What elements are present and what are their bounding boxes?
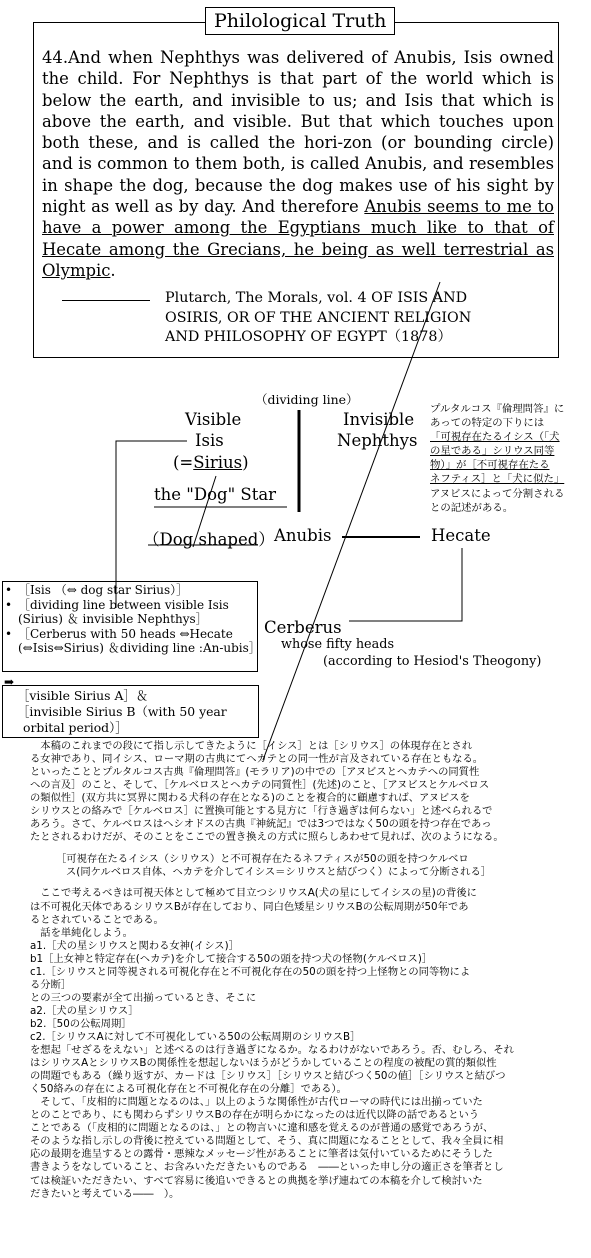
japanese-body-text bbox=[30, 740, 578, 1201]
nephthys-label: Nephthys bbox=[337, 431, 418, 450]
note-fragment: 物）」が［不可視存在たる bbox=[430, 459, 550, 472]
dog-shaped-label: （Dog shaped） bbox=[143, 530, 275, 549]
body-line: る分断］ bbox=[30, 978, 72, 991]
cerberus-label: Cerberus bbox=[264, 618, 342, 637]
body-line: はシリウスAとシリウスBの関係性を想起しないほうがどうかしていることの程度の被配の賞的類似性 bbox=[30, 1057, 497, 1070]
box-title: Philological Truth bbox=[205, 7, 395, 35]
note-line: ネフティス］と「犬に似た」 bbox=[430, 473, 565, 486]
sirius-line: ［visible Sirius A］＆ bbox=[17, 688, 149, 703]
note-line: との記述がある。 bbox=[430, 501, 514, 514]
note-line: 「可視存在たるイシス（「犬 bbox=[430, 431, 560, 444]
body-line: b1［上女神と特定存在(ヘカテ)を介して接合する50の頭を持つ犬の怪物(ケルベロス)］ bbox=[30, 952, 433, 965]
note-line bbox=[430, 458, 586, 472]
body-line: との三つの要素が全て出揃っているとき、そこに bbox=[30, 991, 257, 1004]
body-paragraph-2 bbox=[30, 853, 578, 879]
body-line: を想起「せざるをえない」と述べるのは行き過ぎになるか。なるわけがないであろう。否、むしろ、それ bbox=[30, 1044, 514, 1057]
sirius-line: ［invisible Sirius B（with 50 year bbox=[17, 703, 227, 719]
body-line: は不可視化天体であるシリウスBが存在しており、同白色矮星シリウスBの公転周期が50年であ bbox=[30, 900, 469, 913]
body-line: 応の最期を進呈するとの露骨・悪辣なメッセージ性があることに筆者は気付いているためにそうした bbox=[30, 1148, 493, 1161]
body-line: の類似性］(双方共に冥界に関わる犬科の存在となる)のことを複合的に顧慮すれば、アヌビスを bbox=[30, 792, 470, 805]
body-line: ことである（「皮相的に問題となるのは、」との物言いに違和感を覚えるのが普通の感覚であろうが、 bbox=[30, 1122, 494, 1135]
body-line: るとされていることである。 bbox=[30, 913, 164, 926]
bullet-item: • ［Isis （⇔ dog star Sirius）］ bbox=[18, 583, 255, 598]
body-line: ス(同ケルベロス自体、ヘカテを介してイシス＝シリウスと結びつく）によって分断される］ bbox=[66, 866, 492, 879]
citation-line: Plutarch, The Morals, vol. 4 OF ISIS AND bbox=[165, 290, 468, 306]
body-paragraph-3 bbox=[30, 887, 578, 1096]
anubis-label: Anubis bbox=[274, 526, 332, 545]
body-paragraph-1 bbox=[30, 740, 578, 844]
body-line: 本稿のこれまでの段にて指し示してきたように［イシス］とは［シリウス］の体現存在とされ bbox=[30, 740, 473, 752]
body-line: a2.［犬の星シリウス］ bbox=[30, 1004, 139, 1017]
body-line: あろう。さて、ケルベロスはヘシオドスの古典『神統記』では3つではなく50の頭を持つ存在であっ bbox=[30, 818, 492, 831]
note-line: アヌビスによって分割される bbox=[430, 487, 565, 500]
body-line: の問題でもある（繰り返すが、カードは［シリウス］［シリウスと結びつく50の値］［シリウスと結びつ bbox=[30, 1070, 506, 1083]
quote-text-end: . bbox=[110, 260, 116, 280]
dividing-line-label: （dividing line） bbox=[255, 392, 359, 407]
note-line: の星である」シリウス同等 bbox=[430, 445, 555, 458]
right-arrow-icon: ➡ bbox=[4, 675, 15, 689]
hecate-cerberus-connector bbox=[349, 548, 462, 621]
body-line: c2.［シリウスAに対して不可視化している50の公転周期のシリウスB］ bbox=[30, 1030, 361, 1043]
citation-line: OSIRIS, OR OF THE ANCIENT RELIGION bbox=[165, 309, 472, 326]
quote-text-underlined: Anubis seems to me to have a power among the Egyptians much like to that of Hecate among the Grecians, he being as well terrestrial as Olympic bbox=[42, 197, 554, 280]
isis-label: Isis bbox=[195, 431, 224, 450]
body-line: a1.［犬の星シリウスと関わる女神(イシス)］ bbox=[30, 939, 239, 952]
body-line: 話を単純化しよう。 bbox=[30, 926, 133, 939]
body-paragraph-4 bbox=[30, 1096, 578, 1200]
body-line: シリウスとの絡みで［ケルベロス］に置換可能とする見方に「行き過ぎは何らない」と述べられるで bbox=[30, 805, 493, 818]
body-line: といったこととプルタルコス古典『倫理問答』(モラリア)の中での［アヌビスとヘカテへの同質性 bbox=[30, 766, 480, 779]
olympic-to-text-line bbox=[263, 282, 440, 760]
fifty-heads-label: whose fifty heads bbox=[281, 637, 395, 652]
note-line: あっての特定の下りには bbox=[430, 417, 545, 430]
summary-bullet-box bbox=[2, 581, 261, 672]
visible-label: Visible bbox=[185, 410, 242, 429]
body-line: b2.［50の公転周期］ bbox=[30, 1017, 132, 1030]
body-line: 書きようをなしていること、お含みいただきたいものである ――といった申し分の適正さを筆者とし bbox=[30, 1161, 504, 1174]
sirius-line: orbital period）］ bbox=[23, 719, 128, 735]
eq-sirius-label bbox=[173, 453, 249, 472]
body-line: ては検証いただきたい、すべて容易に後追いできるとの典拠を挙げ連ねての本稿を介して検討いた bbox=[30, 1174, 483, 1187]
body-line: く50絡みの存在による可視化存在と不可視化存在の分離］である）。 bbox=[30, 1083, 347, 1096]
body-line: ここで考えるべきは可視天体として極めて目立つシリウスA(犬の星にしてイシスの星)の背後に bbox=[30, 887, 477, 900]
body-line: ［可視存在たるイシス（シリウス）と不可視存在たるネフティスが50の頭を持つケルベロ bbox=[56, 853, 469, 866]
body-line: る女神であり、同イシス、ローマ期の古典にてヘカテとの同一性が言及されている存在ともなる。 bbox=[30, 753, 484, 766]
note-line: プルタルコス『倫理問答』に bbox=[430, 403, 565, 415]
citation-line: AND PHILOSOPHY OF EGYPT（1878） bbox=[165, 329, 452, 345]
invisible-label: Invisible bbox=[343, 410, 415, 429]
body-line: だきたいと考えている―― ）。 bbox=[30, 1187, 180, 1200]
sirius-box bbox=[2, 685, 259, 738]
bullet-item: • ［Cerberus with 50 heads ⇔Hecate (⇔Isis⇔Sirius) ＆dividing line :An-ubis］ bbox=[18, 627, 255, 656]
bullet-item: • ［dividing line between visible Isis (Sirius) ＆ invisible Nephthys］ bbox=[18, 598, 255, 627]
japanese-side-note bbox=[430, 402, 586, 515]
theogony-label: (according to Hesiod's Theogony) bbox=[323, 654, 542, 669]
body-line: たとされるわけだが、そのことをここでの置き換えの方式に照らしあわせて見れば、次のようになる。 bbox=[30, 831, 504, 844]
body-line: そして、「皮相的に問題となるのは、」以上のような関係性が古代ローマの時代には出揃っていた bbox=[30, 1096, 483, 1109]
hecate-label: Hecate bbox=[431, 526, 491, 545]
paren-close: ) bbox=[242, 453, 249, 472]
dog-star-label: the "Dog" Star bbox=[154, 485, 277, 504]
body-line: そのような指し示しの背後に控えている問題として、そう、真に問題になることとして、我々全員に相 bbox=[30, 1135, 504, 1148]
quote-text-plain: 44.And when Nephthys was delivered of Anubis, Isis owned the child. For Nephthys is that part of the world which is below the earth, and invisible to us; and Isis that which is above the earth, and visible. But that which touches upon both these, and is called the hori-zon (or bounding circle) and is common to them both, is called Anubis, and resembles in shape the dog, because the dog makes use of his sight by night as well as by day. And therefore bbox=[42, 48, 554, 217]
sirius-name: Sirius bbox=[193, 453, 243, 472]
body-line: c1.［シリウスと同等視される可視化存在と不可視化存在の50の頭を持つ上怪物との同等物によ bbox=[30, 965, 471, 978]
body-line: とのことであり、にも関わらずシリウスBの存在が明らかになったのは近代以降の話であるという bbox=[30, 1109, 480, 1122]
body-line: への言及］のこと、そして、［ケルベロスとヘカテの同質性］(先述)のこと、［アヌビスとケルベロス bbox=[30, 779, 490, 792]
paren-open: (= bbox=[173, 453, 194, 472]
